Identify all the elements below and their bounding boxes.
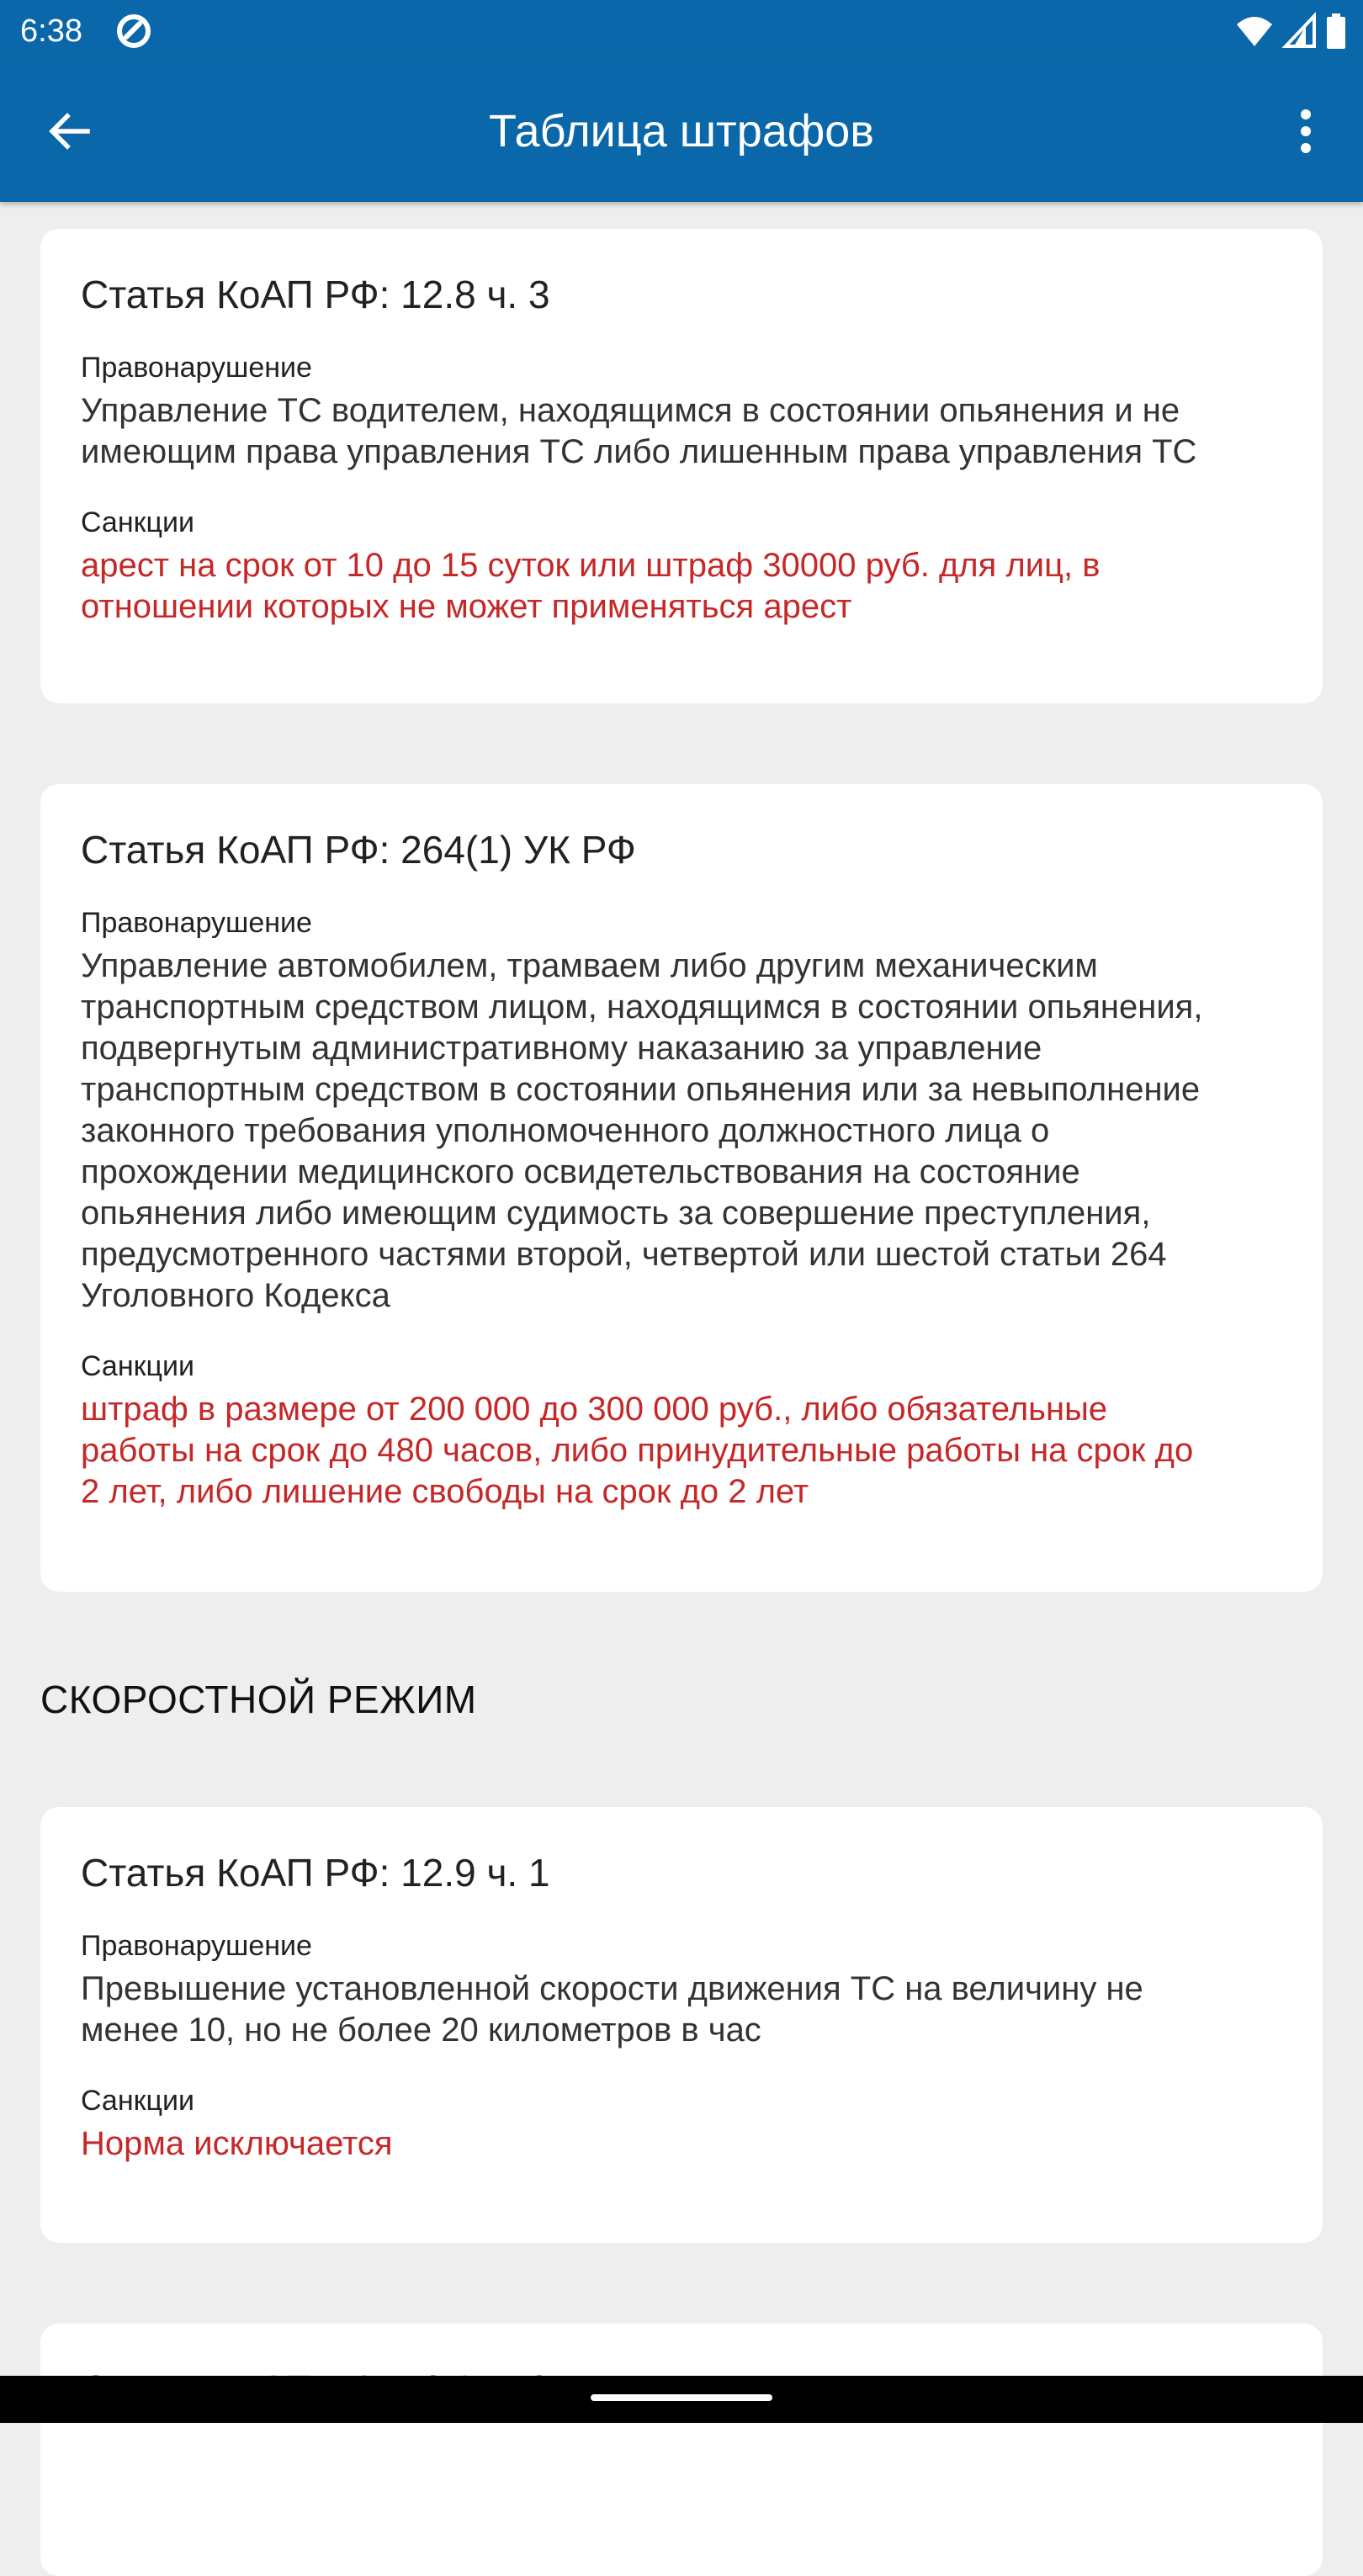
signal-icon [1284, 14, 1316, 48]
violation-label: Правонарушение [81, 352, 312, 384]
sanction-label: Санкции [81, 506, 194, 538]
sanction-label: Санкции [81, 1350, 194, 1382]
sanction-text: арест на срок от 10 до 15 суток или штраф 30000 руб. для лиц, в отношении которых не может применяться арест [81, 547, 1100, 625]
violation-label: Правонарушение [81, 1930, 312, 1962]
home-indicator[interactable] [591, 2394, 772, 2401]
article-title: Статья КоАП РФ: 264(1) УК РФ [81, 828, 636, 872]
app-notification-icon [114, 12, 153, 50]
section-header: СКОРОСТНОЙ РЕЖИМ [40, 1678, 477, 1721]
article-title: Статья КоАП РФ: 12.9 ч. 1 [81, 1851, 550, 1895]
app-bar [0, 62, 1363, 202]
fines-list[interactable] [0, 202, 1363, 2376]
wifi-icon [1235, 14, 1274, 48]
violation-text: Превышение установленной скорости движения ТС на величину не менее 10, но не более 20 километров в час [81, 1970, 1143, 2049]
page-title: Таблица штрафов [489, 106, 874, 156]
fine-card[interactable] [40, 1807, 1323, 2243]
more-vert-icon [1297, 108, 1314, 155]
battery-icon [1326, 13, 1346, 49]
sanction-label: Санкции [81, 2085, 194, 2117]
overflow-menu-button[interactable] [1272, 98, 1339, 165]
violation-text: Управление автомобилем, трамваем либо другим механическим транспортным средством лицом, находящимся в состоянии опьянения, подвергнутым административному наказанию за управление транспортным средством в состоянии опьянения или за невыполнение законного требования уполномоченного должностного лица о прохождении медицинского освидетельствования на состояние опьянения либо имеющим судимость за совершение преступления, предусмотренного частями второй, четвертой или шестой статьи 264 Уголовного Кодекса [81, 947, 1203, 1314]
sanction-text: Норма исключается [81, 2125, 393, 2162]
fine-card[interactable] [40, 2324, 1323, 2576]
fine-card[interactable] [40, 784, 1323, 1592]
status-time: 6:38 [20, 13, 82, 49]
status-bar [0, 0, 1363, 62]
navigation-bar [0, 2376, 1363, 2423]
article-title: Статья КоАП РФ: 12.8 ч. 3 [81, 273, 550, 316]
violation-text: Управление ТС водителем, находящимся в состоянии опьянения и не имеющим права управления ТС либо лишенным права управления ТС [81, 392, 1197, 470]
sanction-text: штраф в размере от 200 000 до 300 000 руб., либо обязательные работы на срок до 480 часов, либо принудительные работы на срок до 2 лет, либо лишение свободы на срок до 2 лет [81, 1391, 1194, 1510]
status-icons [1235, 10, 1346, 52]
violation-label: Правонарушение [81, 907, 312, 939]
fine-card[interactable] [40, 229, 1323, 703]
